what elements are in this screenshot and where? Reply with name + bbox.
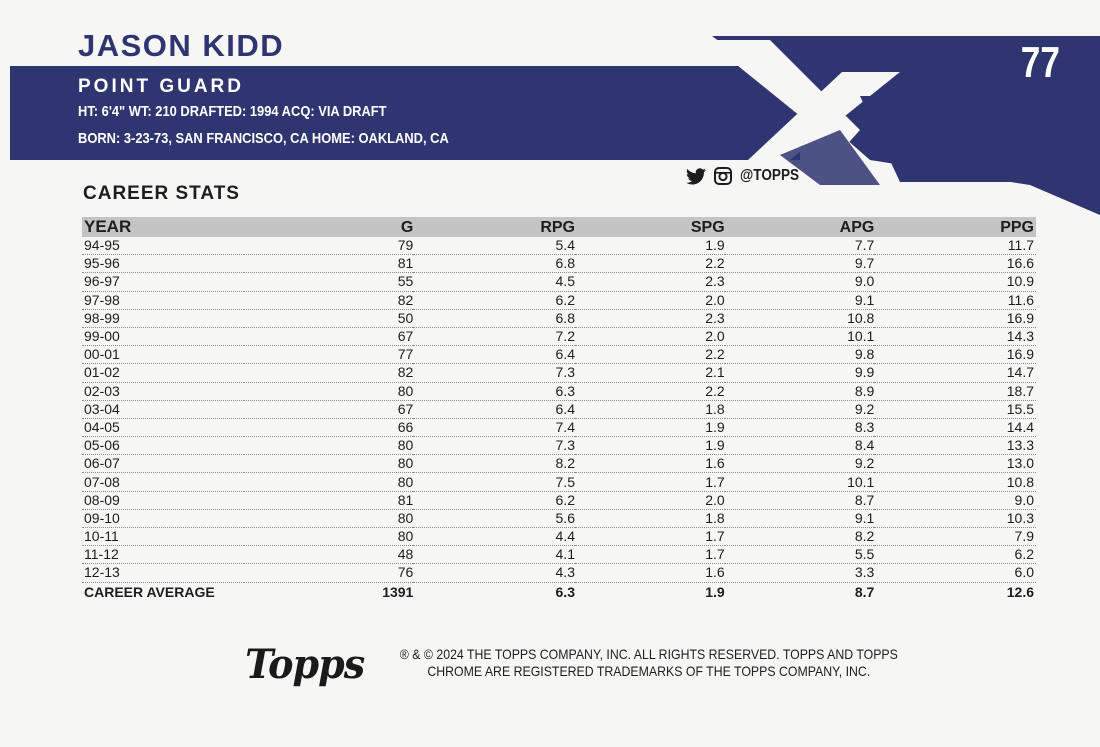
column-header-rpg: RPG bbox=[413, 217, 575, 237]
stat-cell-rpg: 6.3 bbox=[413, 382, 575, 400]
stat-cell-apg: 8.4 bbox=[725, 437, 875, 455]
stat-cell-ppg: 16.9 bbox=[874, 346, 1036, 364]
player-bio-line-1: HT: 6'4" WT: 210 DRAFTED: 1994 ACQ: VIA DRAFT bbox=[78, 103, 387, 120]
stat-cell-year: 06-07 bbox=[82, 455, 244, 473]
stat-cell-year: 09-10 bbox=[82, 509, 244, 527]
stat-cell-spg: 2.0 bbox=[575, 327, 725, 345]
stat-cell-spg: 2.2 bbox=[575, 382, 725, 400]
stat-cell-rpg: 7.4 bbox=[413, 418, 575, 436]
stat-cell-g: 76 bbox=[244, 564, 414, 582]
stat-cell-rpg: 7.3 bbox=[413, 437, 575, 455]
stat-cell-ppg: 13.3 bbox=[874, 437, 1036, 455]
stat-cell-year: 97-98 bbox=[82, 291, 244, 309]
stat-cell-year: 04-05 bbox=[82, 418, 244, 436]
stat-cell-apg: 8.3 bbox=[725, 418, 875, 436]
stat-cell-apg: 10.1 bbox=[725, 473, 875, 491]
stat-cell-g: 48 bbox=[244, 546, 414, 564]
stats-row bbox=[82, 528, 1036, 546]
card-number: 77 bbox=[1020, 38, 1060, 87]
stat-cell-rpg: 6.8 bbox=[413, 255, 575, 273]
stat-cell-g: 55 bbox=[244, 273, 414, 291]
stats-row bbox=[82, 455, 1036, 473]
stat-cell-spg: 2.2 bbox=[575, 255, 725, 273]
stat-cell-rpg: 6.4 bbox=[413, 400, 575, 418]
social-row bbox=[686, 167, 810, 185]
stat-cell-spg: 1.8 bbox=[575, 509, 725, 527]
career-stats-title: CAREER STATS bbox=[83, 183, 240, 204]
stat-cell-g: 67 bbox=[244, 327, 414, 345]
stat-cell-rpg: 7.3 bbox=[413, 364, 575, 382]
stat-cell-apg: 9.2 bbox=[725, 400, 875, 418]
stat-cell-g: 67 bbox=[244, 400, 414, 418]
stat-cell-rpg: 7.2 bbox=[413, 327, 575, 345]
stat-cell-spg: 2.3 bbox=[575, 309, 725, 327]
stats-row bbox=[82, 400, 1036, 418]
stats-row bbox=[82, 364, 1036, 382]
stat-cell-year: 96-97 bbox=[82, 273, 244, 291]
stat-cell-ppg: 7.9 bbox=[874, 528, 1036, 546]
stat-cell-spg: 2.1 bbox=[575, 364, 725, 382]
twitter-icon bbox=[686, 168, 706, 185]
stat-cell-ppg: 14.4 bbox=[874, 418, 1036, 436]
stat-cell-g: 80 bbox=[244, 455, 414, 473]
stat-cell-year: 03-04 bbox=[82, 400, 244, 418]
stats-row bbox=[82, 273, 1036, 291]
stat-cell-g: 79 bbox=[244, 237, 414, 255]
stat-cell-year: 08-09 bbox=[82, 491, 244, 509]
stat-cell-ppg: 10.8 bbox=[874, 473, 1036, 491]
stat-cell-g: 80 bbox=[244, 437, 414, 455]
stat-cell-apg: 3.3 bbox=[725, 564, 875, 582]
stat-cell-rpg: 5.6 bbox=[413, 509, 575, 527]
stat-cell-rpg: 4.4 bbox=[413, 528, 575, 546]
player-position: POINT GUARD bbox=[78, 76, 244, 97]
legal-text bbox=[376, 646, 922, 680]
stat-cell-rpg: 7.5 bbox=[413, 473, 575, 491]
column-header-ppg: PPG bbox=[874, 217, 1036, 237]
stats-row bbox=[82, 546, 1036, 564]
stat-cell-ppg: 13.0 bbox=[874, 455, 1036, 473]
career-average-row bbox=[82, 582, 1036, 601]
stat-cell-g: 80 bbox=[244, 382, 414, 400]
stat-cell-rpg: 6.4 bbox=[413, 346, 575, 364]
average-cell-g: 1391 bbox=[382, 583, 414, 600]
stat-cell-ppg: 11.7 bbox=[874, 237, 1036, 255]
stat-cell-g: 80 bbox=[244, 509, 414, 527]
career-stats-table bbox=[82, 217, 1036, 601]
column-header-spg: SPG bbox=[575, 217, 725, 237]
stats-row bbox=[82, 382, 1036, 400]
stat-cell-rpg: 8.2 bbox=[413, 455, 575, 473]
instagram-icon bbox=[714, 167, 732, 185]
stat-cell-ppg: 14.7 bbox=[874, 364, 1036, 382]
average-cell-spg: 1.9 bbox=[705, 583, 725, 600]
stat-cell-ppg: 6.2 bbox=[874, 546, 1036, 564]
stat-cell-rpg: 4.3 bbox=[413, 564, 575, 582]
column-header-year: YEAR bbox=[82, 217, 244, 237]
stat-cell-ppg: 16.9 bbox=[874, 309, 1036, 327]
stat-cell-spg: 1.6 bbox=[575, 455, 725, 473]
stat-cell-spg: 2.2 bbox=[575, 346, 725, 364]
stat-cell-apg: 9.7 bbox=[725, 255, 875, 273]
stat-cell-year: 10-11 bbox=[82, 528, 244, 546]
stat-cell-apg: 8.9 bbox=[725, 382, 875, 400]
average-cell-rpg: 6.3 bbox=[555, 583, 575, 600]
stat-cell-spg: 2.3 bbox=[575, 273, 725, 291]
stat-cell-ppg: 6.0 bbox=[874, 564, 1036, 582]
stat-cell-ppg: 14.3 bbox=[874, 327, 1036, 345]
stat-cell-apg: 9.1 bbox=[725, 509, 875, 527]
stat-cell-apg: 9.2 bbox=[725, 455, 875, 473]
stats-row bbox=[82, 473, 1036, 491]
social-handle: @TOPPS bbox=[740, 167, 800, 184]
stat-cell-g: 80 bbox=[244, 528, 414, 546]
topps-logo: Topps bbox=[245, 641, 365, 688]
player-name: JASON KIDD bbox=[78, 28, 285, 63]
stat-cell-ppg: 15.5 bbox=[874, 400, 1036, 418]
stats-body bbox=[82, 237, 1036, 601]
stat-cell-apg: 9.9 bbox=[725, 364, 875, 382]
stat-cell-year: 01-02 bbox=[82, 364, 244, 382]
stat-cell-g: 66 bbox=[244, 418, 414, 436]
stat-cell-g: 82 bbox=[244, 364, 414, 382]
stat-cell-ppg: 18.7 bbox=[874, 382, 1036, 400]
stat-cell-year: 05-06 bbox=[82, 437, 244, 455]
stat-cell-g: 80 bbox=[244, 473, 414, 491]
stats-row bbox=[82, 509, 1036, 527]
stat-cell-rpg: 6.8 bbox=[413, 309, 575, 327]
stats-row bbox=[82, 346, 1036, 364]
column-header-g: G bbox=[244, 217, 414, 237]
stat-cell-g: 81 bbox=[244, 255, 414, 273]
stat-cell-g: 81 bbox=[244, 491, 414, 509]
stat-cell-spg: 2.0 bbox=[575, 291, 725, 309]
stat-cell-ppg: 10.3 bbox=[874, 509, 1036, 527]
stat-cell-spg: 2.0 bbox=[575, 491, 725, 509]
stat-cell-spg: 1.8 bbox=[575, 400, 725, 418]
stats-header-row bbox=[82, 217, 1036, 237]
stat-cell-apg: 8.7 bbox=[725, 491, 875, 509]
stat-cell-year: 12-13 bbox=[82, 564, 244, 582]
stat-cell-apg: 5.5 bbox=[725, 546, 875, 564]
player-bio-line-2: BORN: 3-23-73, SAN FRANCISCO, CA HOME: OAKLAND, CA bbox=[78, 130, 449, 147]
stat-cell-apg: 10.8 bbox=[725, 309, 875, 327]
stat-cell-year: 95-96 bbox=[82, 255, 244, 273]
stat-cell-year: 00-01 bbox=[82, 346, 244, 364]
stat-cell-ppg: 9.0 bbox=[874, 491, 1036, 509]
column-header-apg: APG bbox=[725, 217, 875, 237]
stat-cell-year: 99-00 bbox=[82, 327, 244, 345]
stats-row bbox=[82, 291, 1036, 309]
stats-row bbox=[82, 255, 1036, 273]
stats-row bbox=[82, 327, 1036, 345]
legal-line-1: ® & © 2024 THE TOPPS COMPANY, INC. ALL RIGHTS RESERVED. TOPPS AND TOPPS bbox=[399, 646, 898, 662]
stat-cell-year: 02-03 bbox=[82, 382, 244, 400]
average-cell-ppg: 12.6 bbox=[1006, 583, 1034, 600]
stats-row bbox=[82, 437, 1036, 455]
stat-cell-apg: 8.2 bbox=[725, 528, 875, 546]
stat-cell-rpg: 6.2 bbox=[413, 291, 575, 309]
stat-cell-apg: 7.7 bbox=[725, 237, 875, 255]
stat-cell-year: 94-95 bbox=[82, 237, 244, 255]
stat-cell-g: 50 bbox=[244, 309, 414, 327]
stat-cell-rpg: 6.2 bbox=[413, 491, 575, 509]
average-cell-year: CAREER AVERAGE bbox=[84, 583, 215, 600]
stat-cell-ppg: 10.9 bbox=[874, 273, 1036, 291]
stat-cell-apg: 10.1 bbox=[725, 327, 875, 345]
stat-cell-g: 77 bbox=[244, 346, 414, 364]
stat-cell-year: 11-12 bbox=[82, 546, 244, 564]
stat-cell-ppg: 11.6 bbox=[874, 291, 1036, 309]
stats-row bbox=[82, 564, 1036, 582]
stats-row bbox=[82, 237, 1036, 255]
stat-cell-apg: 9.1 bbox=[725, 291, 875, 309]
stat-cell-ppg: 16.6 bbox=[874, 255, 1036, 273]
stat-cell-rpg: 5.4 bbox=[413, 237, 575, 255]
average-cell-apg: 8.7 bbox=[854, 583, 875, 600]
stats-row bbox=[82, 418, 1036, 436]
stat-cell-year: 07-08 bbox=[82, 473, 244, 491]
legal-line-2: CHROME ARE REGISTERED TRADEMARKS OF THE TOPPS COMPANY, INC. bbox=[427, 663, 871, 679]
stat-cell-spg: 1.9 bbox=[575, 418, 725, 436]
stat-cell-spg: 1.7 bbox=[575, 546, 725, 564]
stats-row bbox=[82, 309, 1036, 327]
stat-cell-apg: 9.8 bbox=[725, 346, 875, 364]
stat-cell-spg: 1.6 bbox=[575, 564, 725, 582]
stat-cell-rpg: 4.5 bbox=[413, 273, 575, 291]
stat-cell-year: 98-99 bbox=[82, 309, 244, 327]
stat-cell-rpg: 4.1 bbox=[413, 546, 575, 564]
stat-cell-g: 82 bbox=[244, 291, 414, 309]
stat-cell-apg: 9.0 bbox=[725, 273, 875, 291]
stat-cell-spg: 1.9 bbox=[575, 437, 725, 455]
stats-row bbox=[82, 491, 1036, 509]
stat-cell-spg: 1.7 bbox=[575, 528, 725, 546]
stat-cell-spg: 1.9 bbox=[575, 237, 725, 255]
stat-cell-spg: 1.7 bbox=[575, 473, 725, 491]
